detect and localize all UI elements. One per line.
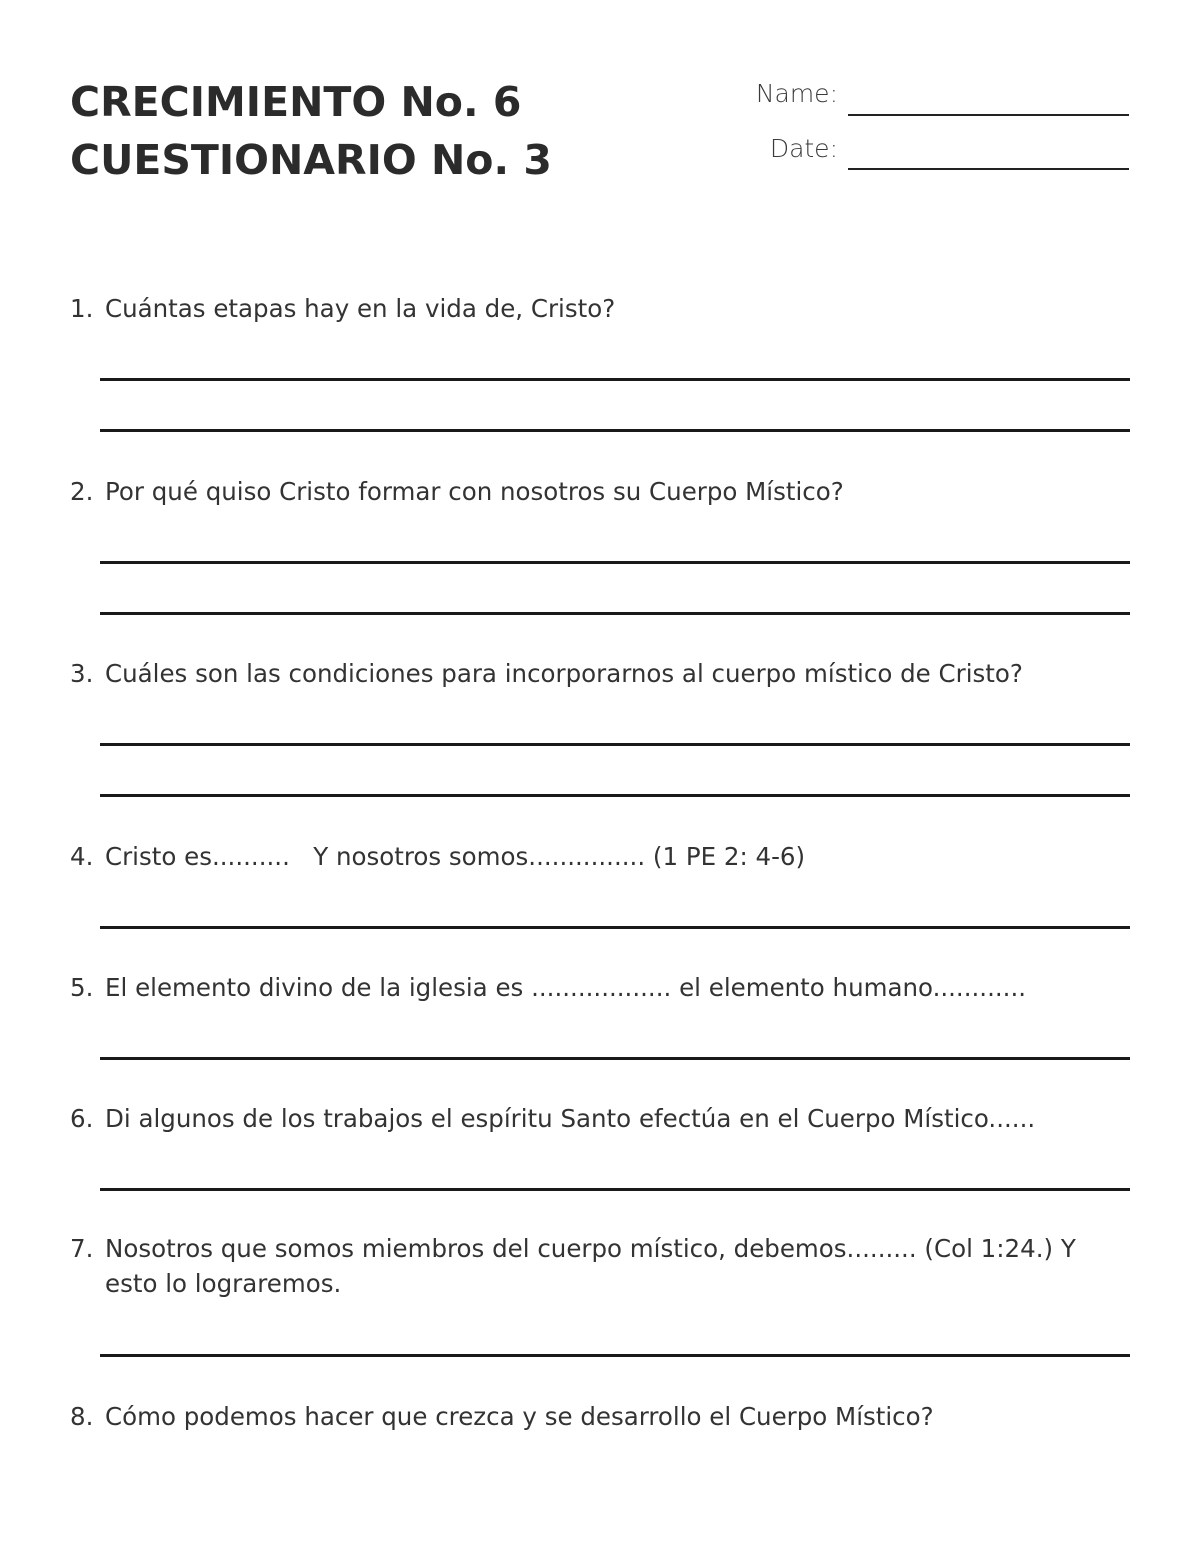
question-number: 6.: [70, 1104, 94, 1133]
date-label: Date:: [769, 134, 838, 163]
question-text: Cuántas etapas hay en la vida de, Cristo?: [105, 294, 616, 323]
question-text: Di algunos de los trabajos el espíritu Santo efectúa en el Cuerpo Místico......: [105, 1104, 1036, 1133]
question-number: 1.: [70, 294, 94, 323]
date-field[interactable]: [848, 168, 1129, 170]
question-5: [70, 970, 1130, 1005]
worksheet-title: CRECIMIENTO No. 6: [70, 78, 522, 126]
question-7: [70, 1231, 1130, 1301]
name-label: Name:: [755, 79, 838, 108]
answer-line[interactable]: [100, 1354, 1130, 1357]
name-field[interactable]: [848, 114, 1129, 116]
question-text: Cristo es.......... Y nosotros somos............... (1 PE 2: 4-6): [105, 842, 806, 871]
answer-line[interactable]: [100, 561, 1130, 564]
question-text: Cuáles son las condiciones para incorporarnos al cuerpo místico de Cristo?: [105, 659, 1023, 688]
question-4: [70, 839, 1130, 874]
answer-line[interactable]: [100, 378, 1130, 381]
question-3: [70, 656, 1130, 691]
question-6: [70, 1101, 1130, 1136]
question-number: 3.: [70, 659, 94, 688]
question-text: Nosotros que somos miembros del cuerpo místico, debemos......... (Col 1:24.) Y esto lo lograremos.: [105, 1234, 1076, 1298]
answer-line[interactable]: [100, 794, 1130, 797]
question-text: El elemento divino de la iglesia es .................. el elemento humano............: [105, 973, 1027, 1002]
answer-line[interactable]: [100, 1188, 1130, 1191]
answer-line[interactable]: [100, 1057, 1130, 1060]
answer-line[interactable]: [100, 926, 1130, 929]
question-2: [70, 474, 1130, 509]
question-number: 2.: [70, 477, 94, 506]
answer-line[interactable]: [100, 743, 1130, 746]
question-text: Cómo podemos hacer que crezca y se desarrollo el Cuerpo Místico?: [105, 1402, 934, 1431]
answer-line[interactable]: [100, 612, 1130, 615]
question-1: [70, 291, 1130, 326]
question-text: Por qué quiso Cristo formar con nosotros su Cuerpo Místico?: [105, 477, 844, 506]
question-8: [70, 1399, 1130, 1434]
question-number: 4.: [70, 842, 94, 871]
question-number: 8.: [70, 1402, 94, 1431]
worksheet-subtitle: CUESTIONARIO No. 3: [70, 136, 552, 184]
answer-line[interactable]: [100, 429, 1130, 432]
question-number: 5.: [70, 973, 94, 1002]
question-number: 7.: [70, 1234, 94, 1263]
